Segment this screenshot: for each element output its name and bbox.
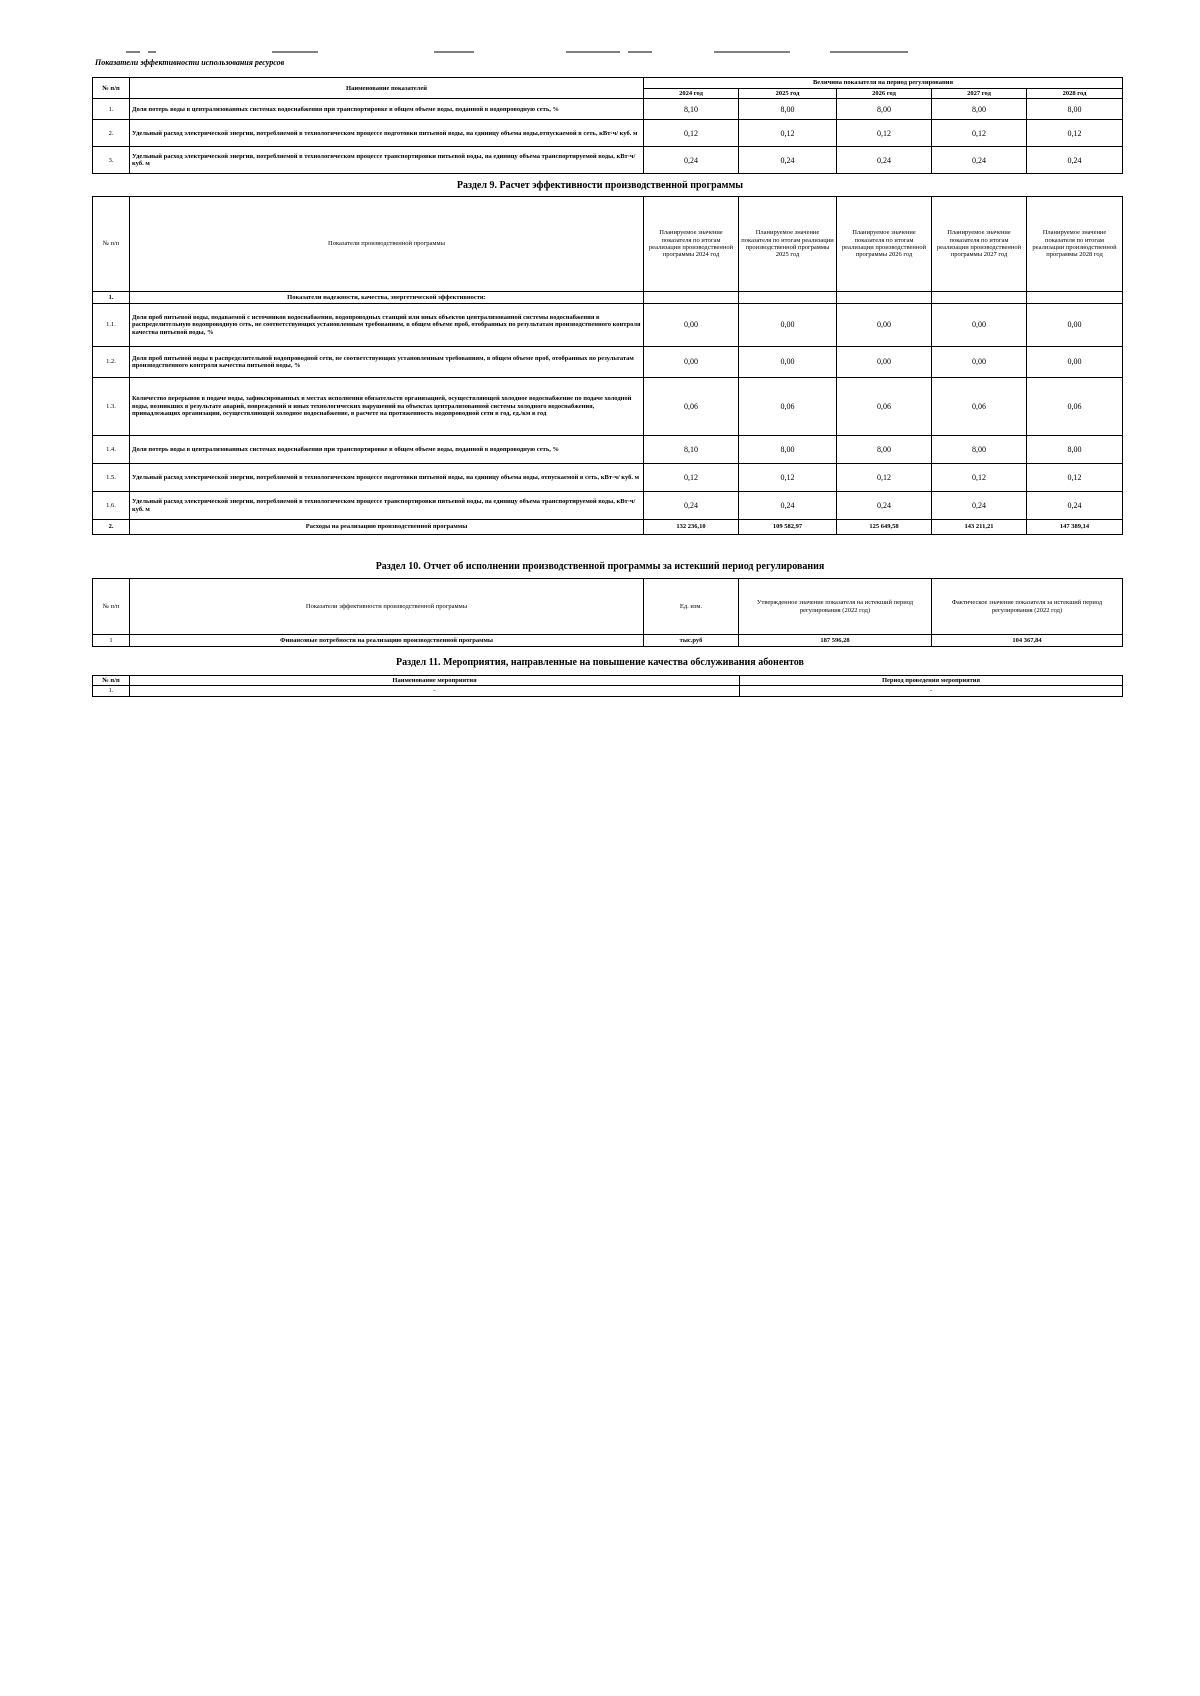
- planned-value-header: Планируемое значение показателя по итогам реализации производственной программы 2028 год: [1027, 197, 1123, 292]
- cell-value: 0,00: [932, 347, 1027, 378]
- col-period-header: Период проведения мероприятия: [740, 676, 1123, 686]
- cell-value: 0,24: [1027, 147, 1123, 174]
- cell-value: 8,00: [932, 436, 1027, 464]
- group-row: [93, 292, 1123, 304]
- cell-value: 0,24: [644, 492, 739, 520]
- table-row: [93, 635, 1123, 647]
- row-number: 1.: [93, 292, 130, 304]
- table-row: [93, 99, 1123, 120]
- table-row: [93, 120, 1123, 147]
- cell-value: 8,10: [644, 99, 739, 120]
- approved-value: 187 596,28: [739, 635, 932, 647]
- resource-efficiency-caption: Показатели эффективности использования ресурсов: [95, 58, 285, 67]
- cell-value: 0,12: [837, 464, 932, 492]
- col-approved-header: Утвержденное значение показателя на истекший период регулирования (2022 год): [739, 579, 932, 635]
- cell-value: 0,00: [739, 304, 837, 347]
- cell-value: 0,00: [837, 304, 932, 347]
- table-row: [93, 436, 1123, 464]
- header-underlines: [0, 0, 1200, 60]
- cell-value: 109 582,97: [739, 520, 837, 535]
- cell-value: 125 649,58: [837, 520, 932, 535]
- year-header: 2026 год: [837, 89, 932, 99]
- cell-value: 0,12: [1027, 464, 1123, 492]
- cell-value: 0,06: [932, 378, 1027, 436]
- row-number: 1.: [93, 99, 130, 120]
- col-num-header: № п/п: [93, 78, 130, 99]
- year-header: 2024 год: [644, 89, 739, 99]
- cell-value: 0,00: [644, 304, 739, 347]
- cell-value: 132 236,10: [644, 520, 739, 535]
- row-label: Количество перерывов в подаче воды, зафиксированных в местах исполнения обязательств организацией, осуществляющей холодное водоснабжение по подаче холодной воды, возникших в результате аварий, повреждений и иных технологических нарушений на объектах централизованной системы холодного водоснабжения, принадлежащих организации, осуществляющей холодное водоснабжение, в расчете на протяженность водопроводной сети в год, ед./км в год: [130, 378, 644, 436]
- col-name-header: Наименование мероприятия: [130, 676, 740, 686]
- table-row: [93, 347, 1123, 378]
- cell-value: 8,10: [644, 436, 739, 464]
- row-label: Доля потерь воды в централизованных системах водоснабжения при транспортировке в общем объеме воды, поданной в водопроводную сеть, %: [130, 99, 644, 120]
- cell-value: 0,00: [1027, 304, 1123, 347]
- col-unit-header: Ед. изм.: [644, 579, 739, 635]
- cell-value: 0,24: [932, 492, 1027, 520]
- section-9-title: Раздел 9. Расчет эффективности производственной программы: [456, 180, 744, 191]
- table-row: [93, 464, 1123, 492]
- cell-value: 0,06: [1027, 378, 1123, 436]
- row-number: 1.1.: [93, 304, 130, 347]
- col-name-header: Показатели производственной программы: [130, 197, 644, 292]
- cell-value: 0,24: [644, 147, 739, 174]
- cell-value: 0,24: [1027, 492, 1123, 520]
- row-label: Финансовые потребности на реализацию производственной программы: [130, 635, 644, 647]
- cell-value: 8,00: [739, 436, 837, 464]
- group-title: Показатели надежности, качества, энергетической эффективности:: [130, 292, 644, 304]
- cell-value: 0,12: [932, 120, 1027, 147]
- year-header: 2028 год: [1027, 89, 1123, 99]
- cell-value: 0,00: [837, 347, 932, 378]
- service-quality-table: [92, 675, 1123, 697]
- cell-value: 0,06: [837, 378, 932, 436]
- year-header: 2025 год: [739, 89, 837, 99]
- program-report-table: [92, 578, 1123, 647]
- actual-value: 104 367,84: [932, 635, 1123, 647]
- cell-value: 0,00: [932, 304, 1027, 347]
- section-10-title: Раздел 10. Отчет об исполнении производственной программы за истекший период регулирования: [375, 561, 825, 572]
- row-label: Доля потерь воды в централизованных системах водоснабжения при транспортировке в общем объеме воды, поданной в водопроводную сеть, %: [130, 436, 644, 464]
- row-number: 2.: [93, 520, 130, 535]
- row-number: 1: [93, 635, 130, 647]
- total-row: [93, 520, 1123, 535]
- cell-value: 0,24: [739, 492, 837, 520]
- cell-value: 143 211,21: [932, 520, 1027, 535]
- cell-value: 8,00: [1027, 99, 1123, 120]
- cell-value: 8,00: [837, 99, 932, 120]
- cell-value: 0,24: [739, 147, 837, 174]
- row-number: 3.: [93, 147, 130, 174]
- col-num-header: № п/п: [93, 197, 130, 292]
- row-label: Доля проб питьевой воды в распределительной водопроводной сети, не соответствующих установленным требованиям, в общем объеме проб, отобранных по результатам производственного контроля качества питьевой воды, %: [130, 347, 644, 378]
- planned-value-header: Планируемое значение показателя по итогам реализации производственной программы 2027 год: [932, 197, 1027, 292]
- row-number: 2.: [93, 120, 130, 147]
- col-name-header: Показатели эффективности производственной программы: [130, 579, 644, 635]
- row-number: 1.6.: [93, 492, 130, 520]
- cell-value: 0,06: [739, 378, 837, 436]
- cell-value: 0,24: [932, 147, 1027, 174]
- cell-value: 0,12: [644, 464, 739, 492]
- col-num-header: № п/п: [93, 579, 130, 635]
- planned-value-header: Планируемое значение показателя по итогам реализации производственной программы 2024 год: [644, 197, 739, 292]
- row-label: Удельный расход электрической энергии, потребляемой в технологическом процессе транспортировки питьевой воды, на единицу объема транспортируемой воды, кВт·ч/ куб. м: [130, 147, 644, 174]
- period-group-header: Величина показателя на период регулирования: [644, 78, 1123, 89]
- col-name-header: Наименование показателей: [130, 78, 644, 99]
- unit-cell: тыс.руб: [644, 635, 739, 647]
- cell-value: 0,00: [644, 347, 739, 378]
- cell-value: 0,12: [1027, 120, 1123, 147]
- col-actual-header: Фактическое значение показателя за истекший период регулирования (2022 год): [932, 579, 1123, 635]
- table-row: [93, 492, 1123, 520]
- cell-value: 147 389,14: [1027, 520, 1123, 535]
- row-label: Удельный расход электрической энергии, потребляемой в технологическом процессе подготовки питьевой воды, на единицу объема воды, отпускаемой в сеть, кВт·ч/ куб. м: [130, 464, 644, 492]
- row-label: Расходы на реализацию производственной программы: [130, 520, 644, 535]
- section-11-title: Раздел 11. Мероприятия, направленные на повышение качества обслуживания абонентов: [396, 657, 804, 668]
- row-number: 1.: [93, 686, 130, 696]
- cell-value: 0,12: [739, 120, 837, 147]
- program-efficiency-table: [92, 196, 1123, 535]
- planned-value-header: Планируемое значение показателя по итогам реализации производственной программы 2026 год: [837, 197, 932, 292]
- table-row: [93, 147, 1123, 174]
- row-label: Удельный расход электрической энергии, потребляемой в технологическом процессе подготовки питьевой воды, на единицу объема воды,отпускаемой в сеть, кВт·ч/ куб. м: [130, 120, 644, 147]
- planned-value-header: Планируемое значение показателя по итогам реализации производственной программы 2025 год: [739, 197, 837, 292]
- row-label: -: [130, 686, 740, 696]
- table-row: [93, 686, 1123, 696]
- cell-value: 0,00: [739, 347, 837, 378]
- table-row: [93, 304, 1123, 347]
- row-label: Удельный расход электрической энергии, потребляемой в технологическом процессе транспортировки питьевой воды, на единицу объема транспортируемой воды, кВт·ч/ куб. м: [130, 492, 644, 520]
- row-number: 1.5.: [93, 464, 130, 492]
- cell-value: 0,24: [837, 147, 932, 174]
- resource-efficiency-table: [92, 77, 1123, 174]
- year-header: 2027 год: [932, 89, 1027, 99]
- cell-value: 0,12: [837, 120, 932, 147]
- row-number: 1.4.: [93, 436, 130, 464]
- cell-value: 8,00: [837, 436, 932, 464]
- cell-value: 0,12: [644, 120, 739, 147]
- col-num-header: № п/п: [93, 676, 130, 686]
- cell-value: 0,12: [739, 464, 837, 492]
- cell-value: 8,00: [739, 99, 837, 120]
- row-number: 1.3.: [93, 378, 130, 436]
- cell-value: 8,00: [932, 99, 1027, 120]
- cell-value: 0,12: [932, 464, 1027, 492]
- row-label: Доля проб питьевой воды, подаваемой с источников водоснабжения, водопроводных станций или иных объектов централизованной системы водоснабжения в распределительную водопроводную сеть, не соответствующих установленным требованиям, в общем объеме проб, отобранных по результатам производственного контроля качества питьевой воды, %: [130, 304, 644, 347]
- period-cell: -: [740, 686, 1123, 696]
- row-number: 1.2.: [93, 347, 130, 378]
- cell-value: 0,00: [1027, 347, 1123, 378]
- cell-value: 8,00: [1027, 436, 1123, 464]
- table-row: [93, 378, 1123, 436]
- cell-value: 0,24: [837, 492, 932, 520]
- cell-value: 0,06: [644, 378, 739, 436]
